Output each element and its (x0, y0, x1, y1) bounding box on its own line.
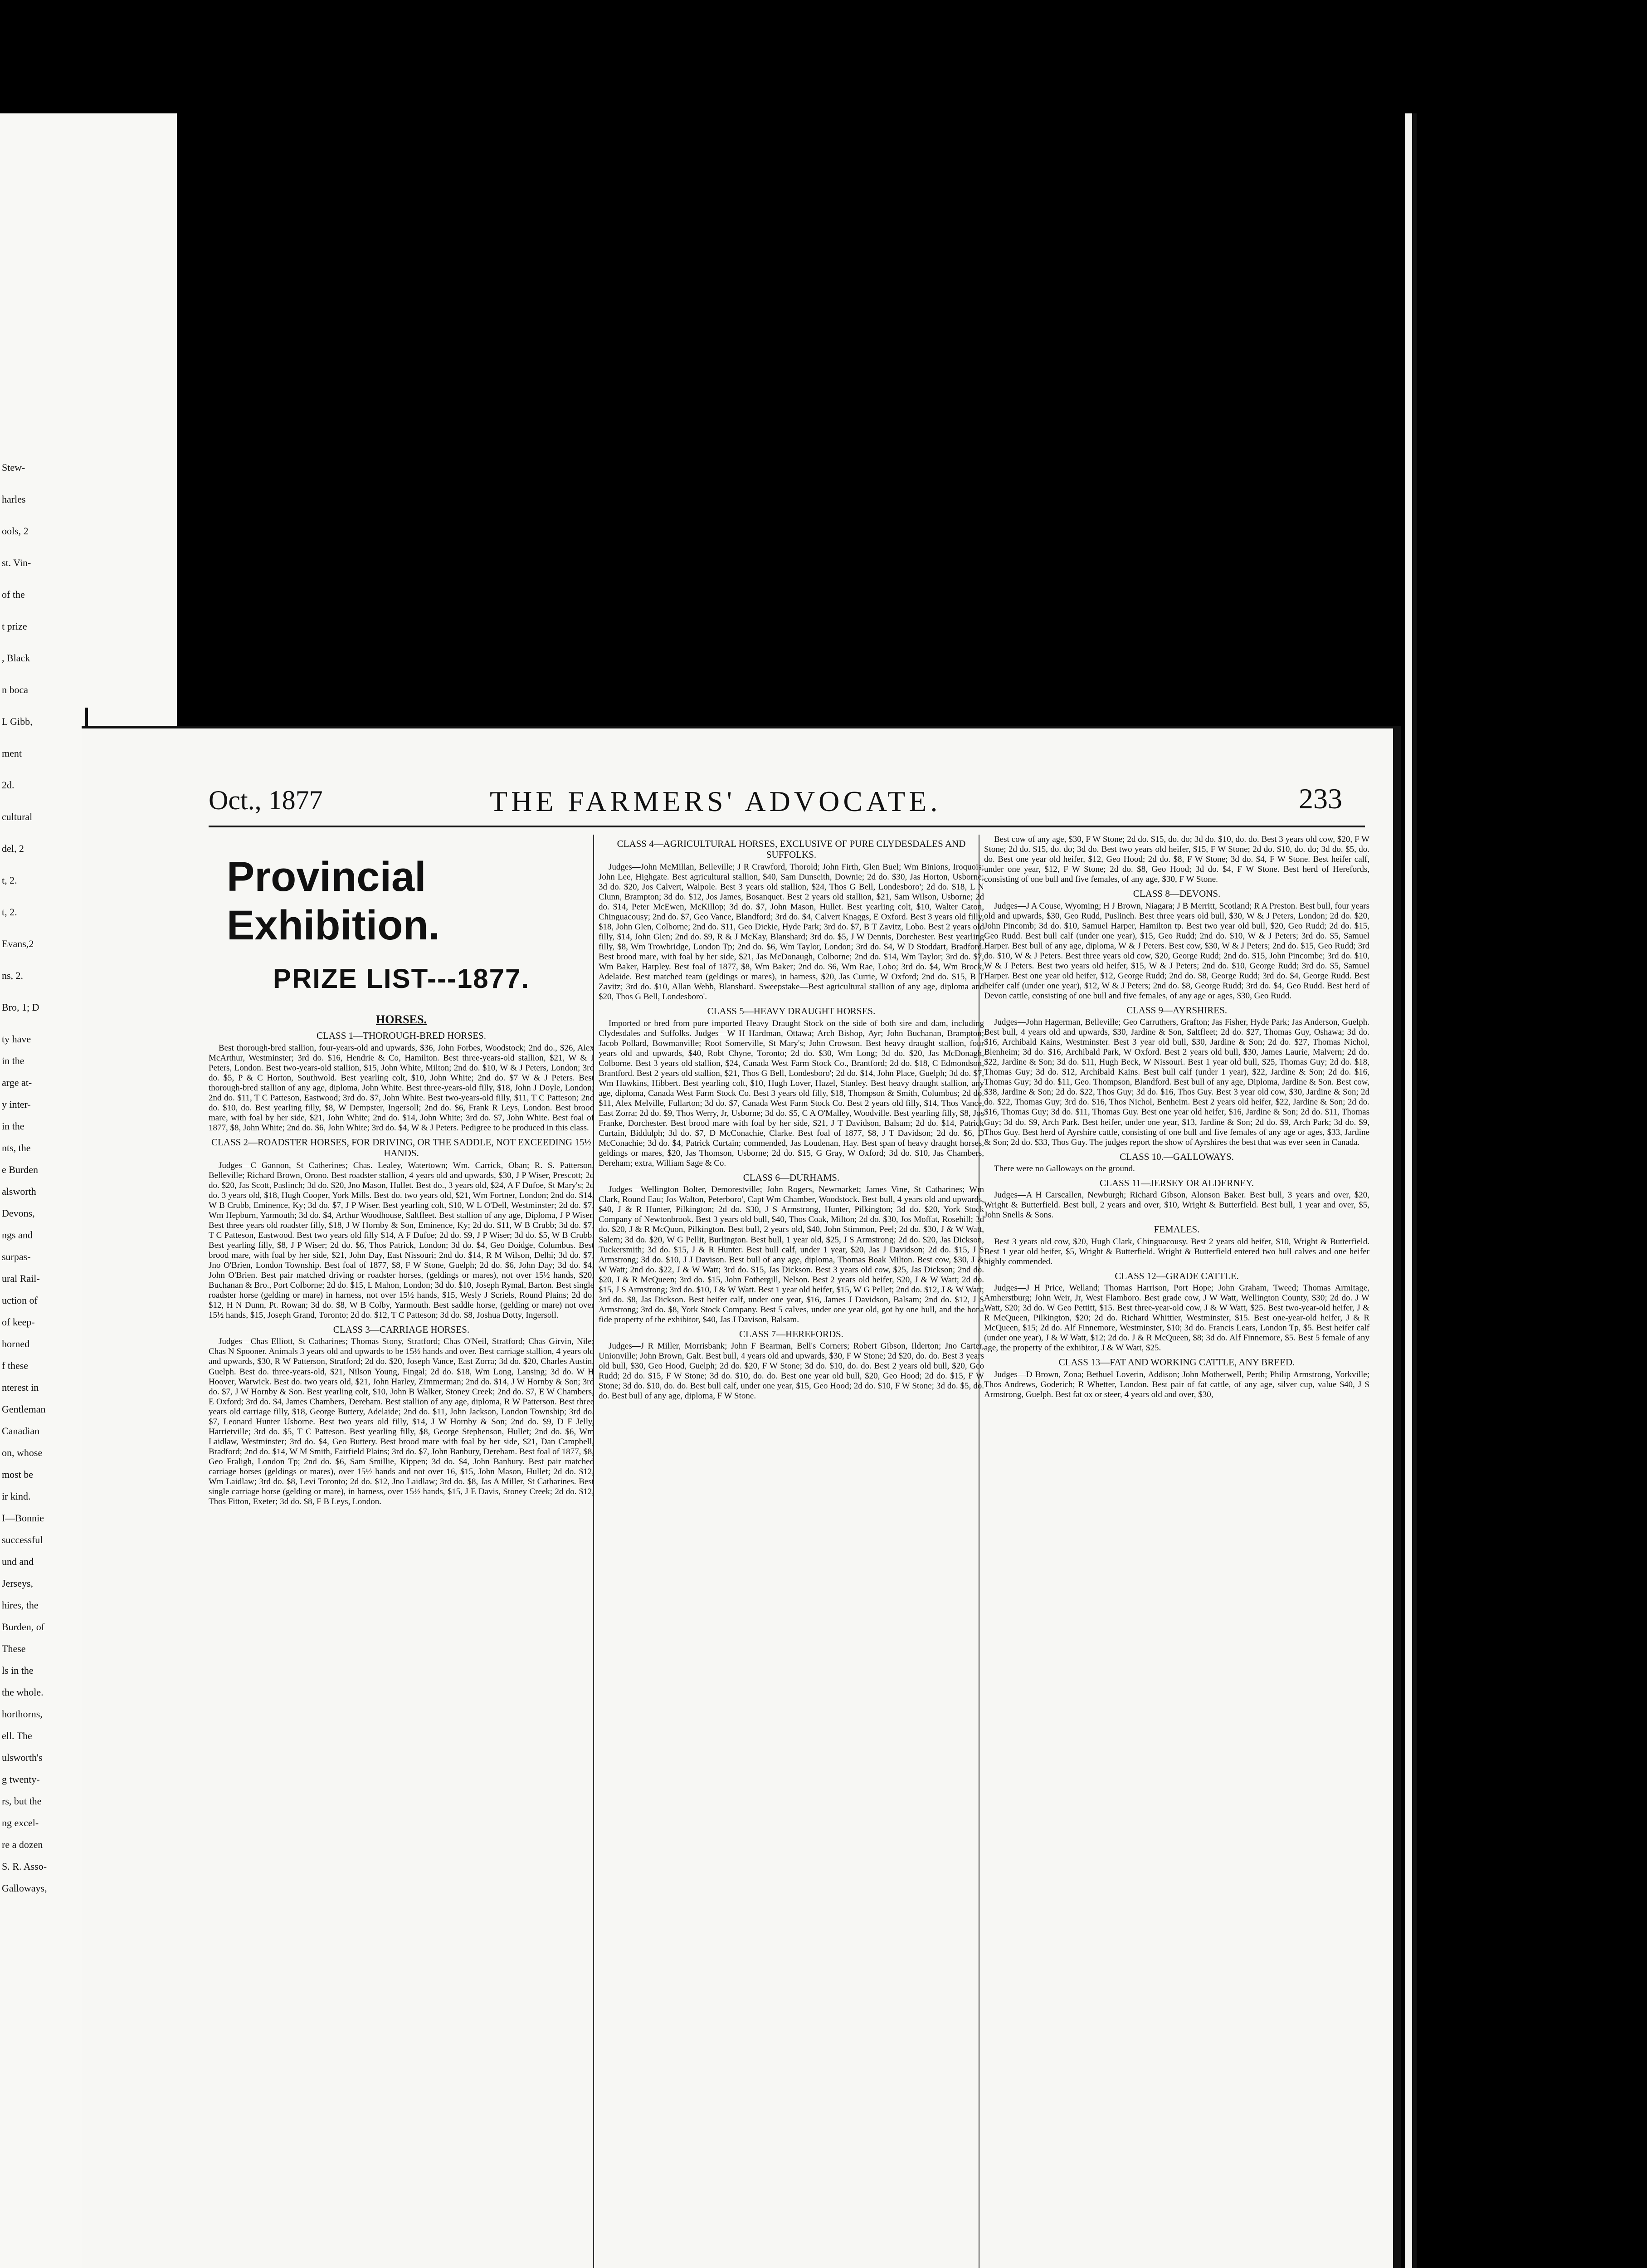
page-header (209, 782, 1342, 821)
margin-fragment: und and (2, 1556, 34, 1567)
margin-fragment: in the (2, 1055, 24, 1066)
margin-fragment: nts, the (2, 1142, 31, 1154)
margin-fragment: Devons, (2, 1207, 35, 1219)
class-heading: CLASS 12—GRADE CATTLE. (1115, 1270, 1239, 1281)
margin-fragment: t prize (2, 621, 27, 632)
class-text: Best 3 years old cow, $20, Hugh Clark, Chinguacousy. Best 2 years old heifer, $10, Wright & Butterfield. Best 1 year old heifer, $5, Wright & Butterfield. Wright & Butterfield entered two bull calves and one heifer highly commended. (984, 1237, 1369, 1266)
margin-fragment: f these (2, 1360, 29, 1371)
margin-fragment: the whole. (2, 1686, 44, 1698)
margin-fragment: re a dozen (2, 1839, 43, 1850)
divider (1412, 113, 1417, 2268)
margin-fragment: ell. The (2, 1730, 32, 1741)
issue-date: Oct., 1877 (209, 785, 323, 815)
class-heading: CLASS 3—CARRIAGE HORSES. (333, 1324, 470, 1335)
class-text: Judges—C Gannon, St Catherines; Chas. Lealey, Watertown; Wm. Carrick, Oban; R. S. Patterson, Belleville; Richard Brown, Orono. Best roadster stallion, 4 years old and upwards, $30, J P Wiser, Prescott; 2d do. $20, Jas Scott, Paslinch; 3d do. $20, Jno Mason, Hullet. Best do., 3 years old, $24, A F Dufoe, St Mary's; 2d do. 3 years old, $18, Hugh Cooper, York Mills. Best do. two years old, $21, Wm Fortner, London; 2nd do. $14, W B Crubb, Eminence, Ky; 3d do. $7, J P Wiser. Best yearling colt, $10, W L O'Dell, Westminster; 2d do. $7, Wm Hepburn, Yarmouth; 3d do. $4, Arthur Woodhouse, Saltfleet. Best stallion of any age, Diploma, J P Wiser. Best three years old roadster filly, $18, J W Hornby & Son, Eminence, Ky; 2d do. $11, W B Crubb; 3d do. $7, T C Patteson, Eastwood. Best two years old filly $14, A F Dufoe; 2d do. $9, J P Wiser; 3d do. $5, W B Crubb. Best yearling filly, $8, J P Wiser; 2d do. $6, Thos Patrick, London; 3d do. $4, Geo Doidge, Columbus. Best brood mare, with foal by her side, $21, John Day, East Nissouri; 2nd do. $14, R M Wilson, Delhi; 3d do. $7, Jno O'Brien, London Township. Best foal of 1877, $8, F W Stone, Guelph; 2d do. $6, John Day; 3d do. $4, John O'Brien. Best pair matched driving or roadster horses, (geldings or mares), not over 15½ hands, $20, Buchanan & Bro., Port Colborne; 2d do. $15, L Mahon, London; 3d do. $10, Joseph Rymal, Barton. Best single roadster horse (gelding or mare) in harness, not over 15½ hands, $15, Wesly J Scriels, Round Plains; 2d do. $12, H N Dunn, Pt. Rowan; 3d do. $8, W B Colby, Yarmouth. Best saddle horse, (gelding or mare) not over 15½ hands, $15, Joseph Grand, Toronto; 2d do. $12, T C Patteson; 3d do. $8, Joshua Dotty, Ingersoll. (209, 1160, 594, 1320)
margin-fragment: on, whose (2, 1447, 43, 1458)
class-text: Judges—J R Miller, Morrisbank; John F Bearman, Bell's Corners; Robert Gibson, Ilderton; Jno Carter, Unionville; John Brown, Galt. Best bull, 4 years old and upwards, $30, F W Stone; 2d $20, do. do. Best 3 years old bull, $30, Geo Hood, Guelph; 2d do. $20, F W Stone; 3d do. $10, do. do. Best 2 years old bull, $20, Geo Rudd; 2d do. $15, F W Stone; 3d do. $10, do. do. Best one year old bull, $20, Geo Hood; 2d do. $15, F W Stone; 3d do. $10, do. do. Best bull calf, under one year, $15, Geo Hood; 2d do. $10, F W Stone; 3d do. $5, do. do. Best bull of any age, diploma, F W Stone. (599, 1341, 984, 1401)
class-heading: CLASS 2—ROADSTER HORSES, FOR DRIVING, OR THE SADDLE, NOT EXCEEDING 15½ HANDS. (211, 1136, 592, 1159)
margin-fragment: ools, 2 (2, 525, 29, 537)
margin-fragment: y inter- (2, 1099, 31, 1110)
margin-fragment: ir kind. (2, 1491, 31, 1502)
class-heading: CLASS 5—HEAVY DRAUGHT HORSES. (707, 1006, 876, 1017)
margin-fragment: ulsworth's (2, 1752, 43, 1763)
class-text: Judges—J H Price, Welland; Thomas Harrison, Port Hope; John Graham, Tweed; Thomas Armitage, Amherstburg; John Weir, Jr, West Flamboro. Best grade cow, J W Watt, Wellington County, $30; 2d do. J W Watt, $20; 3d do. W Geo Pettitt, $15. Best three-year-old cow, J & W Watt, $25. Best two-year-old heifer, J & R McQueen, Pilkington, $20; 2d do. Richard Whittier, Westminster, $15. Best one-year-old heifer, J & R McQueen, $15; 2d do. Alf Finnemore, Westminster, $10; 3d do. Francis Lears, London Tp, $5. Best heifer calf (under one year), J & W Watt, $12; 2d do. J & R McQueen, $8; 3d do. Alf Finnemore, $5. Best 5 female of any age, the property of the exhibitor, J & W Watt, $25. (984, 1283, 1369, 1353)
margin-fragment: Galloways, (2, 1882, 47, 1894)
margin-fragment: in the (2, 1120, 24, 1132)
margin-fragment: st. Vin- (2, 557, 31, 568)
margin-fragment: surpas- (2, 1251, 31, 1262)
class-text: Best thorough-bred stallion, four-years-old and upwards, $36, John Forbes, Woodstock; 2nd do., $26, Alex McArthur, Westminster; 3rd do. $16, Hendrie & Co, Hamilton. Best three-years-old stallion, $21, W & J Peters, London. Best two-years-old stallion, $15, John White, Milton; 2nd do. $10, W & J Peters, London; 3rd do. $5, P & C Horton, Southwold. Best yearling colt, $10, John White; 2nd do. $7 W & J Peters. Best thorough-bred stallion of any age, diploma, John White. Best three-years-old filly, $18, John J Doyle, London; 2nd do. $11, T C Patteson, Eastwood; 3rd do. $7, John White. Best two-years-old filly, $11, T C Patteson; 2nd do. $10, do. Best yearling filly, $8, W Dempster, Ingersoll; 2nd do. $6, Frank R Leys, London. Best brood mare, with foal by her side, $21, John White; 2nd do. $14, John White; 3rd do. $7, John White. Best foal of 1877, $8, John White; 2nd do. $6, John White; 3rd do. $4, W & J Peters. Pedigree to be produced in this class. (209, 1043, 594, 1133)
margin-fragment: ls in the (2, 1665, 34, 1676)
header-rule (209, 826, 1365, 827)
margin-fragment: uction of (2, 1295, 38, 1306)
margin-fragment: cultural (2, 811, 33, 822)
margin-fragment: n boca (2, 684, 29, 695)
margin-fragment: Canadian (2, 1425, 40, 1437)
class-text: Judges—John McMillan, Belleville; J R Crawford, Thorold; John Firth, Glen Buel; Wm Binions, Iroquois; John Lee, Highgate. Best agricultural stallion, $40, Sam Dunseith, Downie; 2d do. $30, Jas Horton, Usborne; 3d do. $20, Jos Calvert, Walpole. Best 3 years old stallion, $24, Thos G Bell, Londesboro'; 2d do. $18, L N Clunn, Brampton; 3d do. $12, Jos James, Bosanquet. Best 2 years old stallion, $21, Sam Wilson, Usborne; 2d do. $14, Peter McEwen, McKillop; 3d do. $7, John Mason, Hullet. Best yearling colt, $10, Walter Caton, Chinguacousy; 2nd do. $7, Geo Vance, Blandford; 3rd do. $4, Calvert Knaggs, E Oxford. Best 3 years old filly, $18, John Glen, Colborne; 2nd do. $11, Geo Dickie, Hyde Park; 3rd do. $7, B T Zavitz, Lobo. Best 2 years old filly, $14, John Glen; 2nd do. $9, R & J McKay, Blanshard; 3rd do. $5, J W Dennis, Dorchester. Best yearling filly, $8, Wm Trowbridge, London Tp; 2nd do. $6, Wm Taylor, London; 3rd do. $4, W D Stoddart, Bradford. Best brood mare, with foal by her side, $21, Jas McDonaugh, Colborne; 2nd do. $14, Wm Taylor; 3rd do. $7, Wm Baker, Harpley. Best foal of 1877, $8, Wm Baker; 2nd do. $6, Wm Rae, Lobo; 3rd do. $4, Wm Brock, Adelaide. Best matched team (geldings or mares), in harness, $20, Jas Currie, W Oxford; 2nd do. $15, B T Zavitz; 3rd do. $10, Allan Webb, Blanshard. Sweepstake—Best agricultural stallion of any age, diploma and $20, Thos G Bell, Londesboro'. (599, 862, 984, 1002)
class-heading: CLASS 4—AGRICULTURAL HORSES, EXCLUSIVE OF PURE CLYDESDALES AND SUFFOLKS. (617, 838, 966, 860)
class-heading: CLASS 1—THOROUGH-BRED HORSES. (317, 1030, 486, 1041)
margin-fragment: alsworth (2, 1186, 36, 1197)
margin-fragment: most be (2, 1469, 34, 1480)
masthead-title: THE FARMERS' ADVOCATE. (490, 785, 941, 817)
margin-fragment: Bro, 1; D (2, 1002, 39, 1013)
article-title: Provincial Exhibition. (227, 854, 440, 948)
class-heading: CLASS 9—AYRSHIRES. (1126, 1004, 1228, 1016)
margin-fragment: t, 2. (2, 875, 17, 886)
class-text: There were no Galloways on the ground. (994, 1163, 1135, 1173)
margin-fragment: harles (2, 494, 26, 505)
margin-fragment: Evans,2 (2, 938, 34, 949)
class-text: Best cow of any age, $30, F W Stone; 2d do. $15, do. do; 3d do. $10, do. do. Best 3 years old cow, $20, F W Stone; 2d do. $15, do. do; 3d do. Best two years old heifer, $15, F W Stone; 2d do. $10, do. do; 3d do. $5, do. do. Best one year old heifer, $12, Geo Hood; 2d do. $8, F W Stone; 3d do. $4, F W Stone. Best heifer calf, under one year, $12, F W Stone; 2d do. $8, Geo Hood; 3d do. $4, F W Stone. Best herd of Herefords, consisting of one bull and five females, of any age, $30, F W Stone. (984, 835, 1369, 885)
margin-fragment: S. R. Asso- (2, 1861, 47, 1872)
class-heading: CLASS 8—DEVONS. (1133, 888, 1221, 899)
margin-fragment: arge at- (2, 1077, 32, 1088)
class-heading: CLASS 7—HEREFORDS. (739, 1328, 843, 1339)
subclass-heading: FEMALES. (1154, 1224, 1200, 1235)
class-text: Judges—John Hagerman, Belleville; Geo Carruthers, Grafton; Jas Fisher, Hyde Park; Jas Anderson, Guelph. Best bull, 4 years old and upwards, $30, Jardine & Son, Saltfleet; 2d do. $27, Thomas Guy, Oshawa; 3d do. $16, Archibald Kains, Westminster. Best 3 year old bull, $30, Jardine & Son; 2d do. $27, Thomas Nichol, Blenheim; 3d do. $16, Archibald Park, W Oxford. Best 2 years old bull, $30, James Laurie, Malvern; 2d do. $22, Jardine & Son; 3d do. $11, Hugh Beck, W Nissouri. Best 1 year old bull, $25, Thomas Guy; 2d do. $18, Thomas Guy; 3d do. $12, Archibald Kains. Best bull calf (under 1 year), $22, Jardine & Son; 2d do. $16, Thomas Guy; 3d do. $11, Geo. Thompson, Blandford. Best bull of any age, Diploma, Jardine & Son. Best cow, $38, Jardine & Son; 2d do. $22, Thos Guy; 3d do. $16, Thos Guy. Best 3 year old cow, $30, Jardine & Son; 2d do. $22, Thomas Guy; 3rd do. $16, Thos Nichol, Benheim. Best 2 years old heifer, $22, Jardine & Son; 2d do. $16, Thomas Guy; 3d do. $11, Thomas Guy. Best one year old heifer, $16, Jardine & Son; 2d do. $11, Thomas Guy; 3d do. $9, Arch Park. Best heifer, under one year, $13, Jardine & Son; 2d do. $9, Arch Park; 3d do. $9, Thos Guy. Best herd of Ayrshire cattle, consisting of one bull and five females of any age or ages, $33, Jardine & Son; 2d do. $33, Thos Guy. The judges report the show of Ayrshires the best that was ever seen in Canada. (984, 1017, 1369, 1147)
margin-fragment: 2d. (2, 779, 15, 791)
class-text: Judges—Wellington Bolter, Demorestville; John Rogers, Newmarket; James Vine, St Catharines; Wm Clark, Round Eau; Jos Walton, Peterboro', Capt Wm Chamber, Woodstock. Best bull, 4 years old and upwards, $40, J & R Hunter, Pilkington; 2d do. $30, J S Armstrong, Hunter, Pilkington; 3d do. $20, York Stock Company of Newtonbrook. Best 3 years old bull, $40, Thos Coak, Milton; 2d do. $30, Jos Moffat, Rosehill; 3d do. $20, J & R McQuon, Pilkington. Best bull, 2 years old, $40, John Stimmon, Peel; 2d do. $30, J & W Watt, Salem; 3d do. $20, W G Pellit, Burlington. Best bull, 1 year old, $25, J S Armstrong; 2d do. $20, Jas Dickson, Tuckersmith; 3d do. $15, J & R Hunter. Best bull calf, under 1 year, $20, Jas J Davidson; 2d do. $15, J S Armstrong; 3d do. $10, J J Davison. Best bull of any age, diploma, Thomas Boak Milton. Best cow, $30, J & W Watt; 2nd do. $22, J & W Watt; 3rd do. $15, Jas Dickson. Best 3 years old cow, $25, Jas Dickson; 2nd do. $20, J & R McQueen; 3rd do. $15, John Fothergill, Nelson. Best 2 years old heifer, $20, J & W Watt; 2d do. $15, J S Armstrong; 3rd do. $10, J & W Watt. Best 1 year old heifer, $15, W G Pellet; 2nd do. $12, J & W Watt; 3rd do. $8, Jas Dickson. Best heifer calf, under one year, $16, James J Davidson, Balsam; 2nd do. $12, J S Armstrong; 3rd do. $8, York Stock Company. Best 5 calves, under one year old, got by one bull, and the bona fide property of the exhibitor, $40, Jas J Davison, Balsam. (599, 1185, 984, 1325)
margin-fragment: of keep- (2, 1316, 35, 1328)
class-text: Judges—J A Couse, Wyoming; H J Brown, Niagara; J B Merritt, Scotland; R A Preston. Best bull, four years old and upwards, $30, Geo Rudd, Puslinch. Best three years old bull, $30, W & J Peters, London; 2d do. $20, John Pincomb; 3d do. $10, Samuel Harper, Hamilton tp. Best two year old bull, $20, Geo Rudd; 2d do. $15, Geo Rudd. Best bull calf (under one year), $15, Geo Rudd; 2nd do. $10, W & J Peters; 3rd do. $5, Samuel Harper. Best bull of any age, diploma, W & J Peters. Best cow, $30, W & J Peters; 2nd do. $15, Geo Rudd; 3rd do. $10, W & J Peters. Best three years old cow, $20, George Rudd; 2nd do. $15, John Pincombe; 3rd do. $10, W & J Peters. Best two years old heifer, $15, W & J Peters; 2nd do. $10, George Rudd; 3rd do. $5, Samuel Harper. Best one year old heifer, $12, George Rudd; 2nd do. $8, George Rudd; 3rd do. $4, George Rudd. Best heifer calf (under one year), $12, W & J Peters; 2nd do. $8, George Rudd; 3rd do. $4, Geo Rudd. Best herd of Devon cattle, consisting of one bull and five females, of any age or ages, $30, Geo Rudd. (984, 901, 1369, 1001)
class-text: Judges—A H Carscallen, Newburgh; Richard Gibson, Alonson Baker. Best bull, 3 years and over, $20, Wright & Butterfield. Best bull, 2 years and over, $10, Wright & Butterfield. Best bull, 1 year and over, $5, John Snells & Sons. (984, 1190, 1369, 1220)
column-right (984, 835, 1369, 2268)
margin-fragment: successful (2, 1534, 43, 1545)
class-heading: CLASS 11—JERSEY OR ALDERNEY. (1100, 1177, 1254, 1188)
column-left (209, 835, 594, 2268)
margin-fragment: nterest in (2, 1382, 39, 1393)
margin-fragment: ural Rail- (2, 1273, 40, 1284)
margin-fragment: ty have (2, 1033, 31, 1045)
margin-fragment: e Burden (2, 1164, 39, 1175)
margin-fragment: ng excel- (2, 1817, 39, 1828)
class-text: Judges—Chas Elliott, St Catharines; Thomas Stony, Stratford; Chas O'Neil, Stratford; Chas Girvin, Nile; Chas N Spooner. Animals 3 years old and upwards to be 15½ hands and over. Best carriage stallion, 4 years old and upwards, $30, R W Patterson, Stratford; 2d do. $20, Joseph Vance, East Zorra; 3d do. $20, Charles Austin, Guelph. Best do. three-years-old, $21, Nilson Young, Fingal; 2d do. $18, Wm Long, Lansing; 3d do. W H Hoover, Warwick. Best do. two years old, $21, John Harley, Zimmerman; 2nd do. $14, J W Hornby & Son; 3rd do. $7, J W Hornby & Son. Best yearling colt, $10, John B Walker, Stoney Creek; 2nd do. $7, E W Chambers, E Oxford; 3rd do. $4, James Chambers, Dereham. Best stallion of any age, diploma, R W Patterson. Best three years old carriage filly, $18, George Buttery, Adelaide; 2nd do. $11, John Jackson, London Township; 3rd do. $7, Leonard Hunter Usborne. Best two years old filly, $14, J W Hornby & Son; 2nd do. $9, D F Jelly, Harrietville; 3rd do. $5, T C Patteson. Best yearling filly, $8, George Stephenson, Hullet; 2nd do. $6, Wm Laidlaw, Westminster; 3rd do. $4, Geo Buttery. Best brood mare with foal by her side, $21, Dan Campbell, Bradford; 2nd do. $14, W M Smith, Fairfield Plains; 3rd do. $7, John Banbury, Dereham. Best foal of 1877, $8, Geo Fraligh, London Tp; 2nd do. $6, Sam Smillie, Kippen; 3d do. $4, John Banbury. Best pair matched carriage horses (geldings or mares), over 15½ hands and not over 16, $15, John Mason, Hullet; 2d do. $12, Wm Laidlaw; 3rd do. $8, Levi Toronto; 2d do. $12, Jno Laidlaw; 3rd do. $8, Jas A Miller, St Catharines. Best single carriage horse (gelding or mare), in harness, over 15½ hands, $15, J E Davis, Stoney Creek; 2d do. $12, Thos Fitton, Exeter; 3d do. $8, F B Leys, London. (209, 1337, 594, 1506)
margin-fragment: Jerseys, (2, 1578, 34, 1589)
newspaper-page (82, 726, 1401, 2268)
class-heading: CLASS 13—FAT AND WORKING CATTLE, ANY BREED. (1058, 1357, 1295, 1368)
column-middle (599, 835, 984, 2268)
margin-fragment: g twenty- (2, 1774, 40, 1785)
margin-fragment: , Black (2, 652, 30, 664)
class-text: Judges—D Brown, Zona; Bethuel Loverin, Addison; John Motherwell, Perth; Philip Armstrong, Yorkville; Thos Andrews, Goderich; R Whetter, London. Best pair of fat cattle, of any age, silver cup, value $40, J S Armstrong, Guelph. Best fat ox or steer, 4 years old and over, $30, (984, 1369, 1369, 1399)
class-heading: CLASS 10.—GALLOWAYS. (1120, 1151, 1234, 1162)
article-subtitle: PRIZE LIST---1877. (273, 963, 530, 994)
margin-fragment: rs, but the (2, 1795, 42, 1807)
margin-fragment: horned (2, 1338, 30, 1349)
section-heading: HORSES. (376, 1013, 427, 1026)
margin-fragment: hires, the (2, 1599, 39, 1611)
margin-fragment: of the (2, 589, 25, 600)
margin-fragment: ngs and (2, 1229, 33, 1241)
margin-fragment: Stew- (2, 462, 25, 473)
class-heading: CLASS 6—DURHAMS. (743, 1172, 840, 1183)
margin-fragment: ns, 2. (2, 970, 24, 981)
margin-fragment: del, 2 (2, 843, 24, 854)
margin-fragment: I—Bonnie (2, 1512, 44, 1524)
margin-fragment: These (2, 1643, 26, 1654)
margin-fragment: t, 2. (2, 906, 17, 918)
margin-fragment: ment (2, 748, 22, 759)
page-number: 233 (1299, 782, 1342, 815)
margin-fragment: horthorns, (2, 1708, 43, 1720)
margin-fragment: L Gibb, (2, 716, 33, 727)
margin-fragment: Burden, of (2, 1621, 45, 1633)
margin-fragment: Gentleman (2, 1403, 46, 1415)
page-edge (1405, 113, 1412, 2268)
class-text: Imported or bred from pure imported Heavy Draught Stock on the side of both sire and dam, including Clydesdales and Suffolks. Judges—W H Hardman, Ottawa; Arch Bishop, Ayr; John Buchanan, Brampton; Jacob Pollard, Bowmanville; Root Somerville, St Mary's; John Crowson. Best heavy draught stallion, four years old and upwards, $40, Robt Chyne, Toronto; 2d do. $30, Wm Long; 3d do. $20, Jas McDonagh, Colborne. Best 3 years old stallion, $24, Canada West Farm Stock Co., Brantford; 2d do. $18, C Edmondson, Brantford. Best 2 years old stallion, $21, Thos G Bell, Londesboro'; 2d do. $14, John Place, Guelph; 3d do. $7, Wm Hawkins, Hibbert. Best yearling colt, $10, Hugh Lover, Hazel, Stanley. Best heavy draught stallion, any age, diploma, Canada West Farm Stock Co. Best 3 years old filly, $18, Thompson & Smith, Columbus; 2d do. $11, Alex Melville, Fullarton; 3d do. $7, Canada West Farm Stock Co. Best 2 years old filly, $14, Thos Vance, East Zorra; 2d do. $9, Thos Werry, Jr, Usborne; 3d do. $5, C A O'Malley, Woodville. Best yearling filly, $8, Jos Franke, Dorchester. Best brood mare with foal by her side, $21, J T Davidson, Balsam; 2d do. $14, Patrick Curtain, Biddulph; 3d do. $7, D McConachie, Clarke. Best foal of 1877, $8, J T Davidson; 2d do. $6, D McConachie; 3d do. $4, Patrick Curtain; commended, Jas Loudenan, Hay. Best span of heavy draught horses, geldings or mares, $20, Jas Thomson, Usborne; 2d do. $15, G Gray, W Oxford; 3d do. $10, Jas Chambers, Dereham; extra, William Sage & Co. (599, 1018, 984, 1168)
